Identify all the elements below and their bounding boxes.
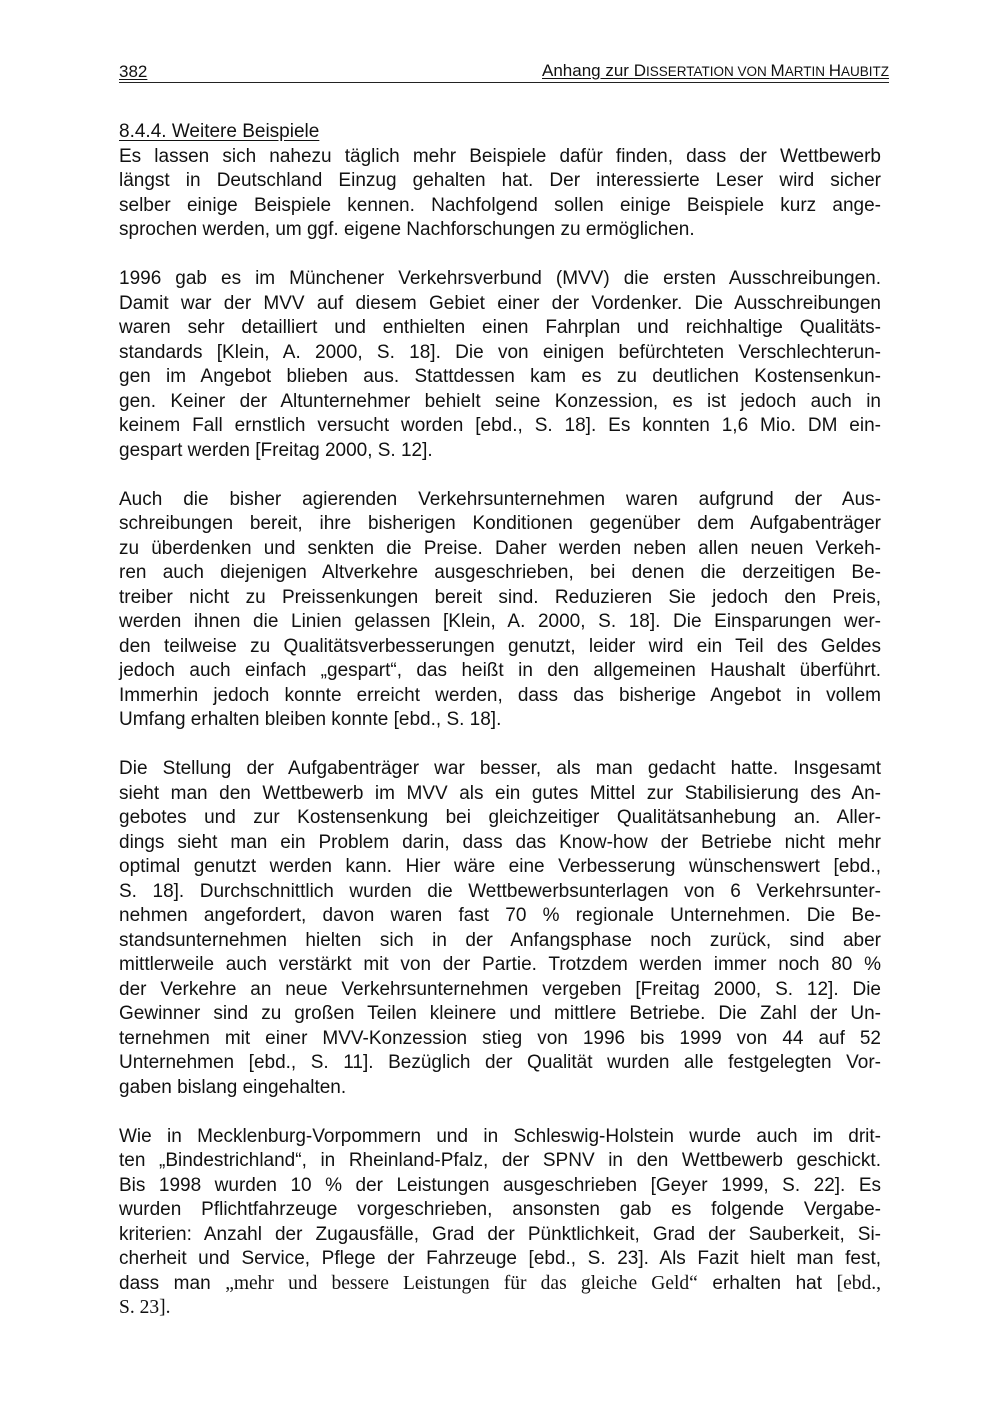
title-part: D bbox=[633, 61, 646, 80]
title-part: AUBITZ bbox=[840, 64, 889, 79]
text-line: gespart werden [Freitag 2000, S. 12]. bbox=[119, 439, 433, 461]
text-line bbox=[119, 1272, 881, 1297]
text-line: Damit war der MVV auf diesem Gebiet einer der Vordenker. Die Ausschreibungen bbox=[119, 292, 881, 314]
text-line: ten „Bindestrichland“, in Rheinland-Pfalz, der SPNV in den Wettbewerb geschickt. bbox=[119, 1150, 881, 1171]
paragraphs bbox=[119, 145, 881, 1321]
text-line: S. 18]. Durchschnittlich wurden die Wettbewerbsunterlagen von 6 Verkehrsunter- bbox=[119, 880, 881, 902]
text-line: der Verkehre an neue Verkehrsunternehmen vergeben [Freitag 2000, S. 12]. Die bbox=[119, 978, 881, 1000]
text-line: nehmen angefordert, davon waren fast 70 % regionale Unternehmen. Die Be- bbox=[119, 905, 881, 926]
text-line: Unternehmen [ebd., S. 11]. Bezüglich der Qualität wurden alle festgelegten Vor- bbox=[119, 1052, 881, 1073]
text-line: ren auch diejenigen Altverkehre ausgeschrieben, bei denen die derzeitigen Be- bbox=[119, 562, 881, 583]
text-line: Wie in Mecklenburg-Vorpommern und in Schleswig-Holstein wurde auch im drit- bbox=[119, 1125, 881, 1147]
running-header bbox=[119, 60, 889, 83]
text-line: S. 23]. bbox=[119, 1297, 171, 1318]
text-line: gebotes und zur Kostensenkung bei gleichzeitiger Qualitätsanhebung an. Aller- bbox=[119, 807, 881, 828]
title-part: H bbox=[828, 61, 841, 80]
text-line: standsunternehmen hielten sich in der Anfangsphase noch zurück, sind aber bbox=[119, 929, 881, 951]
text-line: cherheit und Service, Pflege der Fahrzeuge [ebd., S. 23]. Als Fazit hielt man fest, bbox=[119, 1248, 881, 1269]
text-line: den teilweise zu Qualitätsverbesserungen genutzt, leider wird ein Teil des Geldes bbox=[119, 635, 881, 657]
page-body bbox=[119, 120, 881, 1345]
paragraph bbox=[119, 1125, 881, 1321]
text-line: schreibungen bereit, ihre bisherigen Konditionen gegenüber dem Aufgabenträger bbox=[119, 513, 881, 534]
text-line: dings sieht man ein Problem darin, dass das Know-how der Betriebe nicht mehr bbox=[119, 831, 881, 853]
paragraph bbox=[119, 757, 881, 1100]
text-line: selber einige Beispiele kennen. Nachfolgend sollen einige Beispiele kurz ange- bbox=[119, 194, 881, 216]
text-line: gen im Angebot blieben aus. Stattdessen kam es zu deutlichen Kostensenkun- bbox=[119, 366, 881, 387]
quotation: „mehr und bessere Leistungen für das gleiche Geld“ bbox=[225, 1272, 698, 1294]
text-line: 1996 gab es im Münchener Verkehrsverbund (MVV) die ersten Ausschreibungen. bbox=[119, 268, 881, 289]
text-line: Auch die bisher agierenden Verkehrsunternehmen waren aufgrund der Aus- bbox=[119, 488, 881, 510]
text-line: Es lassen sich nahezu täglich mehr Beispiele dafür finden, dass der Wettbewerb bbox=[119, 145, 881, 167]
text-line: wurden Pflichtfahrzeuge vorgeschrieben, ansonsten gab es folgende Vergabe- bbox=[119, 1199, 881, 1220]
text-line: werden ihnen die Linien gelassen [Klein, A. 2000, S. 18]. Die Einsparungen wer- bbox=[119, 611, 881, 632]
text-line: Umfang erhalten bleiben konnte [ebd., S. 18]. bbox=[119, 709, 502, 730]
text-line: sieht man den Wettbewerb im MVV als ein gutes Mittel zur Stabilisierung des An- bbox=[119, 782, 881, 804]
paragraph bbox=[119, 267, 881, 463]
text-line: optimal genutzt werden kann. Hier wäre eine Verbesserung wünschenswert [ebd., bbox=[119, 856, 881, 877]
title-part: Anhang zur bbox=[542, 61, 634, 80]
running-title bbox=[542, 61, 889, 82]
text-segment: [ebd., bbox=[836, 1272, 881, 1294]
text-line: Gewinner sind zu großen Teilen kleinere und mittlere Betriebe. Die Zahl der Un- bbox=[119, 1003, 881, 1024]
section-heading: 8.4.4. Weitere Beispiele bbox=[119, 121, 320, 142]
paragraph bbox=[119, 145, 881, 243]
text-line: längst in Deutschland Einzug gehalten hat. Der interessierte Leser wird sicher bbox=[119, 170, 881, 191]
text-line: gaben bislang eingehalten. bbox=[119, 1076, 347, 1098]
text-segment: dass man bbox=[119, 1272, 226, 1294]
text-line: treiber nicht zu Preissenkungen bereit sind. Reduzieren Sie jedoch den Preis, bbox=[119, 586, 881, 608]
text-line: gen. Keiner der Altunternehmer behielt seine Konzession, es ist jedoch auch in bbox=[119, 390, 881, 412]
text-line: Immerhin jedoch konnte erreicht werden, dass das bisherige Angebot in vollem bbox=[119, 684, 881, 706]
title-part: M bbox=[770, 61, 785, 80]
title-part: ISSERTATION VON bbox=[645, 64, 771, 79]
text-line: standards [Klein, A. 2000, S. 18]. Die von einigen befürchteten Verschlechterun- bbox=[119, 341, 881, 363]
text-line: Bis 1998 wurden 10 % der Leistungen ausgeschrieben [Geyer 1999, S. 22]. Es bbox=[119, 1174, 881, 1196]
text-line: mittlerweile auch verstärkt mit von der Partie. Trotzdem werden immer noch 80 % bbox=[119, 954, 881, 975]
page-number: 382 bbox=[119, 62, 148, 81]
text-line: ternehmen mit einer MVV-Konzession stieg von 1996 bis 1999 von 44 auf 52 bbox=[119, 1027, 881, 1049]
text-line: zu überdenken und senkten die Preise. Daher werden neben allen neuen Verkeh- bbox=[119, 537, 881, 559]
text-line: sprochen werden, um ggf. eigene Nachforschungen zu ermöglichen. bbox=[119, 219, 695, 240]
text-line: kriterien: Anzahl der Zugausfälle, Grad der Pünktlichkeit, Grad der Sauberkeit, Si- bbox=[119, 1223, 881, 1245]
text-line: waren sehr detailliert und enthielten einen Fahrplan und reichhaltige Qualitäts- bbox=[119, 317, 881, 338]
text-segment: erhalten hat bbox=[697, 1272, 837, 1294]
text-line: jedoch auch einfach „gespart“, das heißt in den allgemeinen Haushalt überführt. bbox=[119, 660, 881, 681]
text-line: Die Stellung der Aufgabenträger war besser, als man gedacht hatte. Insgesamt bbox=[119, 758, 881, 779]
paragraph bbox=[119, 488, 881, 733]
title-part: ARTIN bbox=[784, 64, 829, 79]
text-line: keinem Fall ernstlich versucht worden [ebd., S. 18]. Es konnten 1,6 Mio. DM ein- bbox=[119, 415, 881, 436]
